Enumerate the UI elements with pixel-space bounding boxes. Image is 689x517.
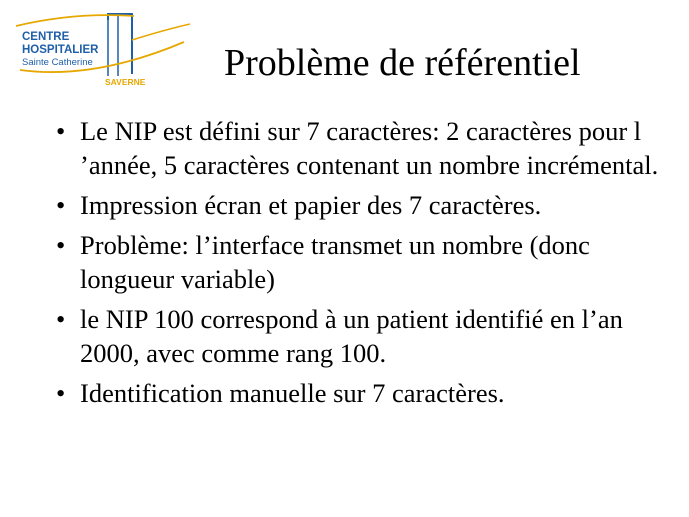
bullet-item (56, 302, 676, 370)
slide-title: Problème de référentiel (224, 42, 581, 84)
bullet-item (56, 376, 676, 410)
bullet-item (56, 228, 676, 296)
logo-text-sainte-catherine: Sainte Catherine (22, 57, 93, 68)
bullet-text: Problème: l’interface transmet un nombre (donc longueur variable) (80, 230, 590, 294)
bullet-dot-icon: • (56, 304, 66, 334)
bullet-dot-icon: • (56, 230, 66, 260)
bullet-dot-icon: • (56, 378, 66, 408)
bullet-text: Impression écran et papier des 7 caractères. (80, 190, 542, 220)
bullet-text: le NIP 100 correspond à un patient identifié en l’an 2000, avec comme rang 100. (80, 304, 623, 368)
logo-text-centre: CENTRE (22, 31, 70, 43)
bullet-text: Le NIP est défini sur 7 caractères: 2 caractères pour l ’année, 5 caractères contenant un nombre incrémental. (80, 116, 659, 180)
hospital-logo (14, 10, 194, 92)
bullet-list (56, 114, 676, 416)
logo-text-hospitalier: HOSPITALIER (22, 44, 99, 56)
bullet-item (56, 114, 676, 182)
logo-text-saverne: SAVERNE (105, 77, 146, 87)
bullet-text: Identification manuelle sur 7 caractères. (80, 378, 505, 408)
bullet-dot-icon: • (56, 190, 66, 220)
bullet-item (56, 188, 676, 222)
bullet-dot-icon: • (56, 116, 66, 146)
